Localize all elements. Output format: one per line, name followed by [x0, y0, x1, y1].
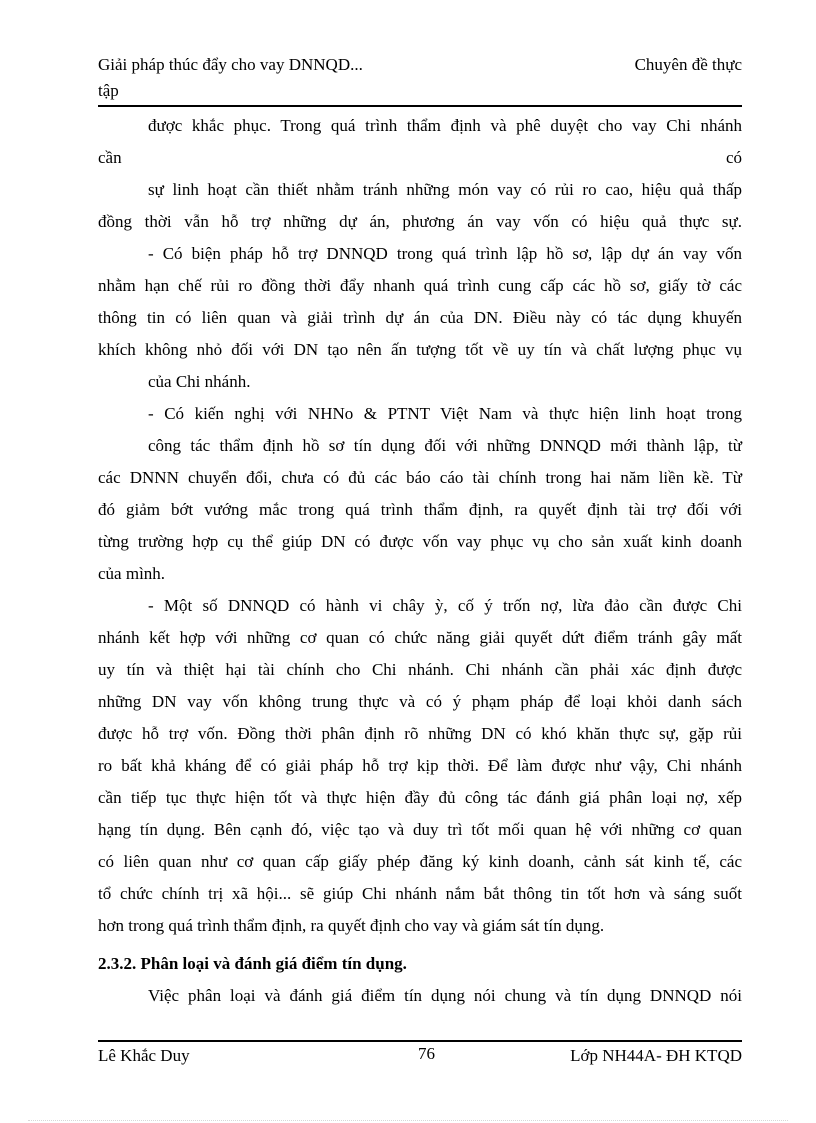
body-line: - Có biện pháp hỗ trợ DNNQD trong quá trình lập hồ sơ, lập dự án vay vốn — [148, 244, 742, 263]
body-line: - Có kiến nghị với NHNo & PTNT Việt Nam và thực hiện linh hoạt trong — [148, 404, 742, 423]
body-line: từng trường hợp cụ thể giúp DN có được vốn vay phục vụ cho sản xuất kinh doanh — [98, 532, 742, 551]
body-line: - Một số DNNQD có hành vi chây ỳ, cố ý trốn nợ, lừa đảo cần được Chi — [148, 596, 742, 615]
body-line: uy tín và thiệt hại tài chính cho Chi nhánh. Chi nhánh cần phải xác định được — [98, 660, 742, 679]
body-line: tổ chức chính trị xã hội... sẽ giúp Chi nhánh nắm bắt thông tin tốt hơn và sáng suốt — [98, 884, 742, 903]
body-line: đồng thời vẫn hỗ trợ những dự án, phương án vay vốn có hiệu quả thực sự. — [98, 212, 742, 231]
page-edge — [28, 1120, 788, 1121]
header-doc-type-wrap: tập — [98, 81, 119, 100]
body-line: có — [725, 148, 742, 167]
body-line: thông tin có liên quan và giải trình dự án của DN. Điều này có tác dụng khuyến — [98, 308, 742, 327]
header-title: Giải pháp thúc đẩy cho vay DNNQD... — [98, 55, 363, 74]
body-line: sự linh hoạt cần thiết nhằm tránh những món vay có rủi ro cao, hiệu quả thấp — [148, 180, 742, 199]
header-rule — [98, 105, 742, 107]
body-line: công tác thẩm định hồ sơ tín dụng đối với những DNNQD mới thành lập, từ — [148, 436, 742, 455]
body-line: khích không nhỏ đối với DN tạo nên ấn tượng tốt về uy tín và chất lượng phục vụ — [98, 340, 742, 359]
body-line: các DNNN chuyển đổi, chưa có đủ các báo cáo tài chính trong hai năm liền kề. Từ — [98, 468, 742, 487]
body-line: của Chi nhánh. — [148, 372, 251, 391]
body-line: nhằm hạn chế rủi ro đồng thời đẩy nhanh quá trình cung cấp các hồ sơ, giấy tờ các — [98, 276, 742, 295]
body-line: của mình. — [98, 564, 166, 583]
body-line: cần tiếp tục thực hiện tốt và thực hiện đầy đủ công tác đánh giá phân loại nợ, xếp — [98, 788, 742, 807]
header-doc-type: Chuyên đề thực — [634, 55, 742, 74]
body-line: được hỗ trợ vốn. Đồng thời phân định rõ những DN có khó khăn thực sự, gặp rủi — [98, 724, 742, 743]
body-line: ro bất khả kháng để có giải pháp hỗ trợ kịp thời. Để làm được như vậy, Chi nhánh — [98, 756, 742, 775]
footer-class: Lớp NH44A- ĐH KTQD — [570, 1046, 742, 1065]
body-line: Việc phân loại và đánh giá điểm tín dụng nói chung và tín dụng DNNQD nói — [148, 986, 742, 1005]
body-line: hơn trong quá trình thẩm định, ra quyết định cho vay và giám sát tín dụng. — [98, 916, 605, 935]
body-line: được khắc phục. Trong quá trình thẩm định và phê duyệt cho vay Chi nhánh — [148, 116, 742, 135]
body-line: cần — [98, 148, 122, 167]
page-number: 76 — [418, 1044, 435, 1063]
body-line: hạng tín dụng. Bên cạnh đó, việc tạo và duy trì tốt mối quan hệ với những cơ quan — [98, 820, 742, 839]
body-line: những DN vay vốn không trung thực và có ý phạm pháp để loại khỏi danh sách — [98, 692, 742, 711]
section-heading: 2.3.2. Phân loại và đánh giá điểm tín dụng. — [98, 954, 407, 973]
body-line: đó giảm bớt vướng mắc trong quá trình thẩm định, ra quyết định tài trợ đối với — [98, 500, 742, 519]
footer-author: Lê Khắc Duy — [98, 1046, 190, 1065]
body-line: có liên quan như cơ quan cấp giấy phép đăng ký kinh doanh, cảnh sát kinh tế, các — [98, 852, 742, 871]
body-line: nhánh kết hợp với những cơ quan có chức năng giải quyết dứt điểm tránh gây mất — [98, 628, 742, 647]
